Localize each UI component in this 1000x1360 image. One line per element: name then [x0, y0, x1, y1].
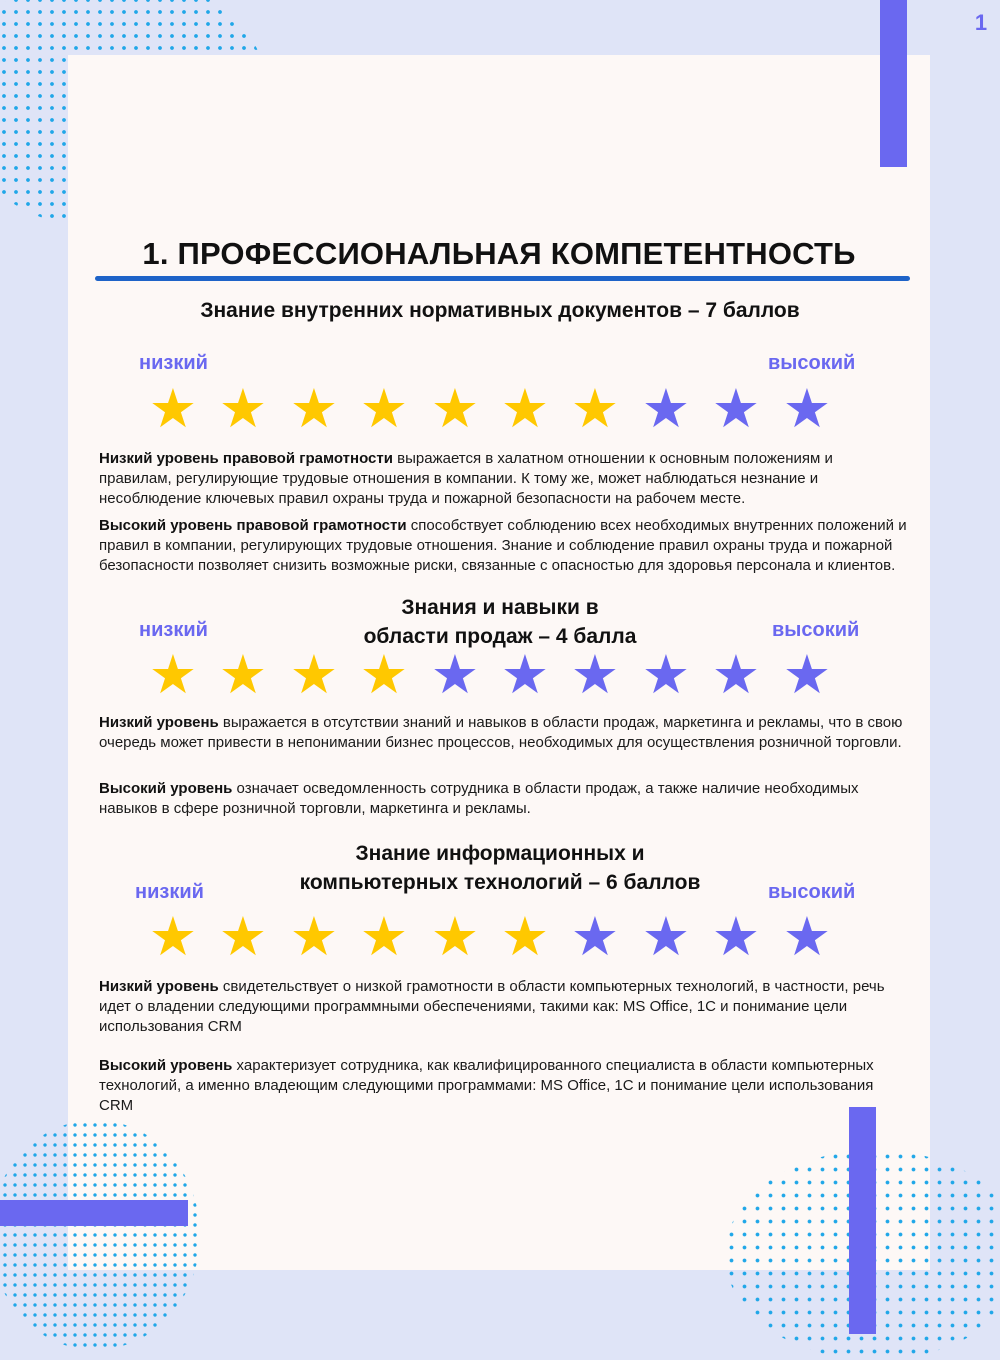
- section-title-line: Знание информационных и: [355, 842, 645, 865]
- low-label: низкий: [139, 619, 208, 641]
- high-level-term: Высокий уровень: [99, 780, 233, 797]
- star-icon: ★: [359, 645, 409, 705]
- star-icon: ★: [218, 645, 268, 705]
- section-title-line: Знание внутренних нормативных документов – 7 баллов: [200, 299, 800, 322]
- low-level-term: Низкий уровень: [99, 714, 219, 731]
- star-icon: ★: [782, 379, 832, 439]
- title-underline: [95, 276, 910, 281]
- star-icon: ★: [430, 907, 480, 967]
- low-level-text: выражается в отсутствии знаний и навыков в области продаж, маркетинга и рекламы, что в свою очередь может привести в непонимании бизнес процессов, необходимых для осуществления розничной торговли.: [99, 714, 903, 751]
- high-level-description: [99, 1056, 909, 1116]
- low-level-description: [99, 449, 909, 509]
- accent-bar-bottom-right: [849, 1107, 876, 1334]
- star-icon: ★: [641, 907, 691, 967]
- high-level-description: [99, 516, 909, 576]
- low-label: низкий: [139, 352, 208, 374]
- rating-stars: [145, 909, 855, 965]
- low-label: низкий: [135, 881, 204, 903]
- star-icon: ★: [570, 907, 620, 967]
- star-icon: ★: [641, 645, 691, 705]
- high-level-text: способствует соблюдению всех необходимых внутренних положений и правил в компании, регулирующих трудовые отношения. Знание и соблюдение правил охраны труда и пожарной безопасности позволяет снизить возможные риски, связанные с опасностью для здоровья персонала и клиентов.: [99, 517, 907, 574]
- high-level-term: Высокий уровень: [99, 1057, 233, 1074]
- page-number: 1: [974, 10, 988, 35]
- star-icon: ★: [570, 645, 620, 705]
- high-level-description: [99, 779, 909, 819]
- low-level-text: выражается в халатном отношении к основным положениям и правилам, регулирующие трудовые отношения в компании. К тому же, может наблюдаться незнание и несоблюдение ключевых правил охраны труда и пожарной безопасности на рабочем месте.: [99, 450, 833, 507]
- star-icon: ★: [359, 379, 409, 439]
- section-title: [100, 296, 900, 325]
- star-icon: ★: [359, 907, 409, 967]
- dot-pattern-bottom-left: [0, 1120, 200, 1350]
- star-icon: ★: [711, 379, 761, 439]
- page-title: 1. ПРОФЕССИОНАЛЬНАЯ КОМПЕТЕНТНОСТЬ: [142, 236, 856, 271]
- star-icon: ★: [500, 379, 550, 439]
- high-label: высокий: [772, 619, 860, 641]
- low-level-text: свидетельствует о низкой грамотности в области компьютерных технологий, в частности, речь идет о владении следующими программными обеспечениями, такими как: MS Office, 1C и понимание цели использования CRM: [99, 978, 885, 1035]
- star-icon: ★: [289, 907, 339, 967]
- star-icon: ★: [430, 379, 480, 439]
- accent-bar-top-right: [880, 0, 907, 167]
- rating-stars: [145, 647, 855, 703]
- high-level-term: Высокий уровень правовой грамотности: [99, 517, 407, 534]
- section-title-line: компьютерных технологий – 6 баллов: [299, 871, 701, 894]
- star-icon: ★: [500, 645, 550, 705]
- star-icon: ★: [289, 645, 339, 705]
- low-level-description: [99, 977, 909, 1037]
- star-icon: ★: [500, 907, 550, 967]
- section-title-line: области продаж – 4 балла: [363, 625, 637, 648]
- rating-stars: [145, 381, 855, 437]
- star-icon: ★: [289, 379, 339, 439]
- accent-bar-bottom-left: [0, 1200, 188, 1226]
- star-icon: ★: [711, 645, 761, 705]
- low-level-term: Низкий уровень правовой грамотности: [99, 450, 393, 467]
- high-label: высокий: [768, 352, 856, 374]
- low-level-term: Низкий уровень: [99, 978, 219, 995]
- high-label: высокий: [768, 881, 856, 903]
- star-icon: ★: [218, 907, 268, 967]
- low-level-description: [99, 713, 909, 753]
- star-icon: ★: [782, 645, 832, 705]
- star-icon: ★: [711, 907, 761, 967]
- star-icon: ★: [218, 379, 268, 439]
- star-icon: ★: [148, 379, 198, 439]
- high-level-text: означает осведомленность сотрудника в области продаж, а также наличие необходимых навыков в сфере розничной торговли, маркетинга и рекламы.: [99, 780, 859, 817]
- star-icon: ★: [570, 379, 620, 439]
- star-icon: ★: [641, 379, 691, 439]
- star-icon: ★: [148, 645, 198, 705]
- star-icon: ★: [148, 907, 198, 967]
- high-level-text: характеризует сотрудника, как квалифицированного специалиста в области компьютерных технологий, а именно владеющим следующими программами: MS Office, 1C и понимание цели использования CRM: [99, 1057, 874, 1114]
- star-icon: ★: [430, 645, 480, 705]
- star-icon: ★: [782, 907, 832, 967]
- section-title-line: Знания и навыки в: [401, 596, 599, 619]
